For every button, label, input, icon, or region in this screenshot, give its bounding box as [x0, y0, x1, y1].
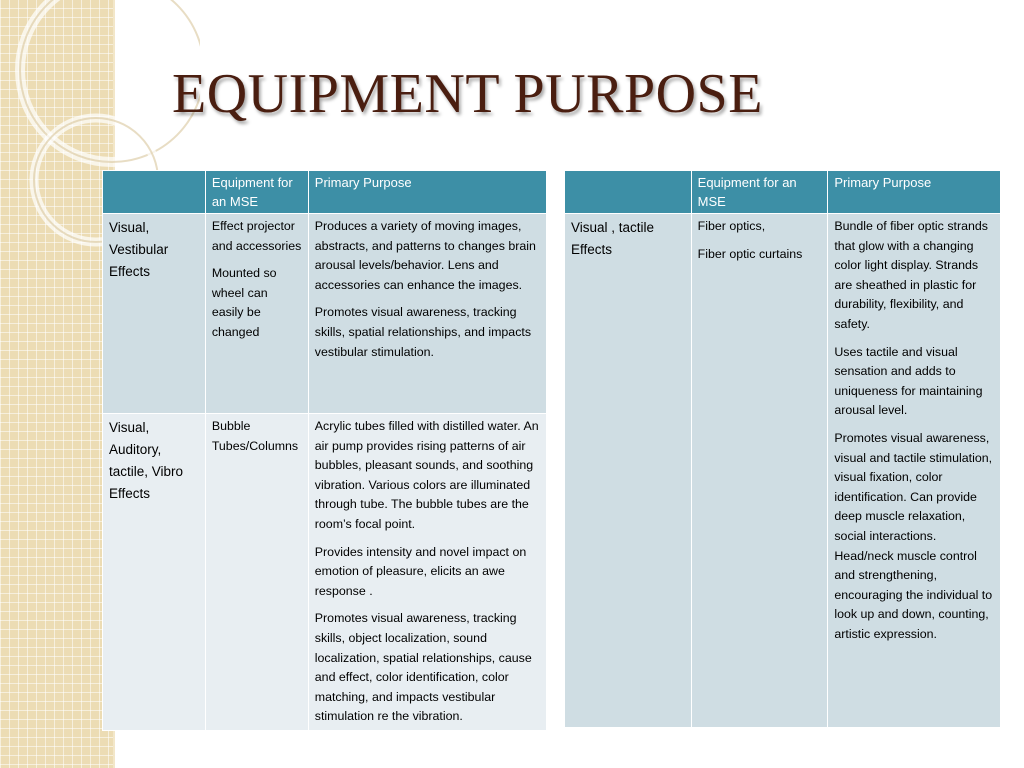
purpose-text: Provides intensity and novel impact on emotion of pleasure, elicits an awe response . — [314, 544, 527, 598]
purpose-cell — [308, 214, 546, 414]
purpose-cell — [308, 414, 546, 731]
purpose-text: Bundle of fiber optic strands that glow with a changing color light display. Strands are sheathed in plastic for durability, flexibility, and safety. — [834, 219, 988, 331]
equipment-cell — [205, 214, 308, 414]
purpose-text: Promotes visual awareness, tracking skills, spatial relationships, and impacts vestibular stimulation. — [314, 305, 532, 359]
equipment-table-left — [102, 170, 547, 731]
category-cell: Visual, Auditory, tactile, Vibro Effects — [103, 414, 206, 731]
equipment-text: Fiber optic curtains — [697, 246, 803, 261]
equipment-text: Mounted so wheel can easily be changed — [211, 266, 277, 339]
equipment-text: Effect projector and accessories — [211, 219, 302, 253]
equipment-text: Fiber optics, — [697, 219, 766, 233]
table-row — [103, 414, 547, 731]
purpose-text: Promotes visual awareness, tracking skills, object localization, sound localization, spatial relationships, cause and effect, color identification, color matching, and impacts vestibular stimulation re the vibration. — [314, 611, 532, 724]
table-header-row — [565, 171, 1001, 214]
purpose-cell — [828, 214, 1001, 728]
category-cell: Visual , tactile Effects — [565, 214, 692, 728]
header-purpose: Primary Purpose — [828, 171, 1001, 214]
header-category — [565, 171, 692, 214]
equipment-cell — [691, 214, 828, 728]
purpose-text: Produces a variety of moving images, abstracts, and patterns to changes brain arousal levels/behavior. Lens and accessories can enhance the images. — [314, 219, 536, 292]
header-purpose: Primary Purpose — [308, 171, 546, 214]
table-row — [565, 214, 1001, 728]
table-row — [103, 214, 547, 414]
equipment-table-right — [564, 170, 1001, 728]
equipment-cell — [205, 414, 308, 731]
purpose-text: Acrylic tubes filled with distilled water. An air pump provides rising patterns of air bubbles, pleasant sounds, and soothing vibration. Various colors are illuminated through tube. The bubble tubes are the room’s focal point. — [314, 419, 539, 531]
page-title: EQUIPMENT PURPOSE — [172, 63, 763, 125]
equipment-text: Bubble Tubes/Columns — [211, 419, 299, 453]
header-equipment: Equipment for an MSE — [205, 171, 308, 214]
header-equipment: Equipment for an MSE — [691, 171, 828, 214]
category-cell: Visual, Vestibular Effects — [103, 214, 206, 414]
header-category — [103, 171, 206, 214]
purpose-text: Uses tactile and visual sensation and adds to uniqueness for maintaining arousal level. — [834, 344, 983, 418]
table-header-row — [103, 171, 547, 214]
purpose-text: Promotes visual awareness, visual and tactile stimulation, visual fixation, color identification. Can provide deep muscle relaxation, social interactions. Head/neck muscle control and strengthening, encouraging the individual to look up and down, counting, artistic expression. — [834, 430, 993, 641]
